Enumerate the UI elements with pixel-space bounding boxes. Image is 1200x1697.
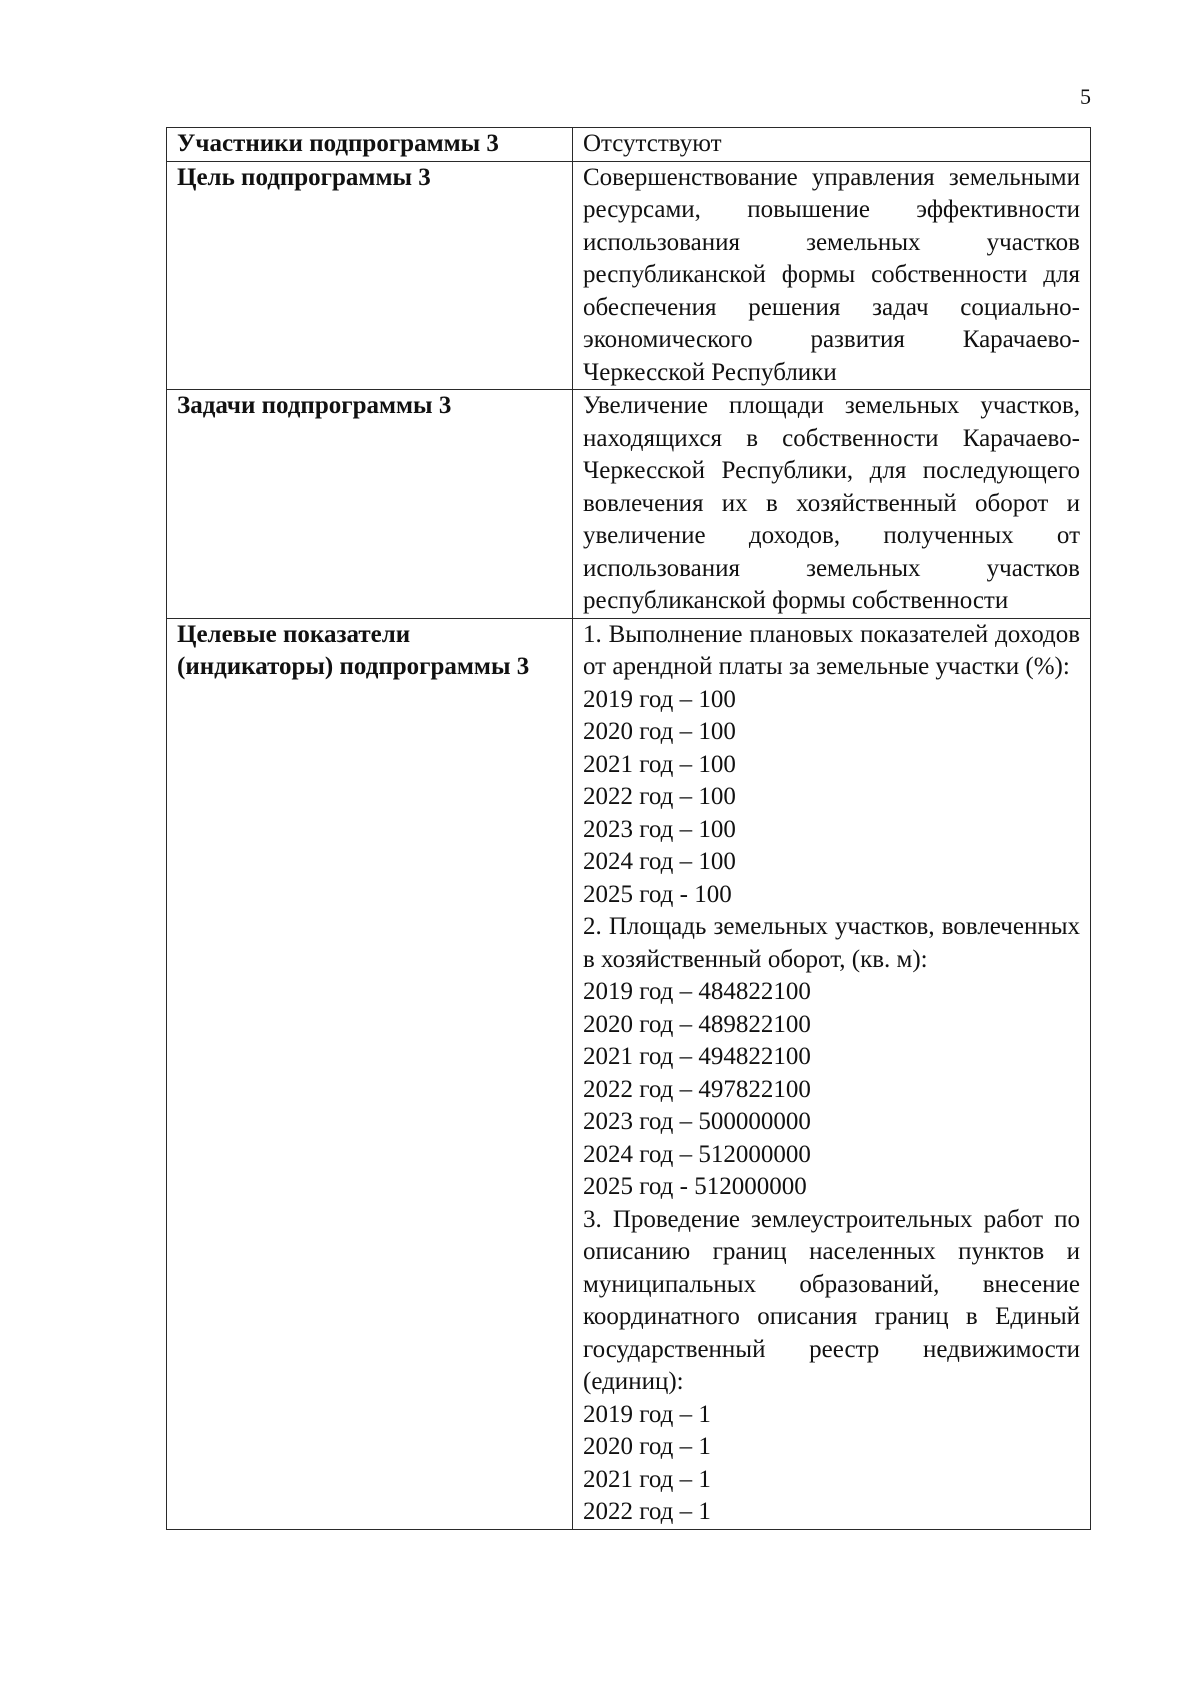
table-row-tasks	[167, 390, 1091, 619]
tasks-label: Задачи подпрограммы 3	[167, 390, 573, 619]
tasks-value: Увеличение площади земельных участков, находящихся в собственности Карачаево-Черкесской Республики, для последующего вовлечения их в хозяйственный оборот и увеличение доходов, полученных от использования земельных участков республиканской формы собственности	[573, 390, 1091, 619]
indicator-2-line: 2020 год – 489822100	[583, 1010, 811, 1038]
participants-label: Участники подпрограммы 3	[167, 128, 573, 162]
indicator-3-line: 2021 год – 1	[583, 1465, 711, 1493]
indicator-block-2	[583, 911, 1080, 1204]
page-number: 5	[1080, 84, 1091, 109]
indicator-1-line: 2020 год – 100	[583, 718, 736, 745]
goal-label: Цель подпрограммы 3	[167, 161, 573, 390]
participants-value: Отсутствуют	[573, 128, 1091, 162]
indicator-2-line: 2022 год – 497822100	[583, 1075, 811, 1103]
indicator-3-line: 2020 год – 1	[583, 1433, 711, 1460]
indicator-2-line: 2019 год – 484822100	[583, 978, 811, 1005]
indicators-label: Целевые показатели (индикаторы) подпрограммы 3	[167, 618, 573, 1529]
table-row-indicators	[167, 618, 1091, 1529]
indicator-1-line: 2025 год - 100	[583, 880, 732, 908]
indicator-block-3	[583, 1204, 1080, 1529]
table-row-goal	[167, 161, 1091, 390]
indicators-value	[573, 618, 1091, 1529]
indicator-1-line: 2019 год – 100	[583, 685, 736, 713]
indicator-2-line: 2023 год – 500000000	[583, 1108, 811, 1135]
indicator-1-line: 2022 год – 100	[583, 783, 736, 810]
indicator-2-line: 2024 год – 512000000	[583, 1140, 811, 1168]
indicator-title-3: 3. Проведение землеустроительных работ по описанию границ населенных пунктов и муниципальных образований, внесение координатного описания границ в Единый государственный реестр недвижимости (единиц):	[583, 1205, 1080, 1395]
indicator-block-1	[583, 619, 1080, 912]
indicator-1-line: 2021 год – 100	[583, 750, 736, 778]
indicator-1-line: 2023 год – 100	[583, 815, 736, 843]
indicator-2-line: 2021 год – 494822100	[583, 1043, 811, 1070]
indicator-3-line: 2019 год – 1	[583, 1400, 711, 1428]
indicator-title-2: 2. Площадь земельных участков, вовлеченных в хозяйственный оборот, (кв. м):	[583, 913, 1080, 973]
goal-value: Совершенствование управления земельными ресурсами, повышение эффективности использования земельных участков республиканской формы собственности для обеспечения решения задач социально-экономического развития Карачаево-Черкесской Республики	[573, 161, 1091, 390]
table-row-participants	[167, 128, 1091, 162]
indicator-2-line: 2025 год - 512000000	[583, 1173, 807, 1200]
indicator-1-line: 2024 год – 100	[583, 848, 736, 875]
subprogram-passport-table	[166, 127, 1091, 1530]
indicator-3-line: 2022 год – 1	[583, 1498, 711, 1525]
indicator-title-1: 1. Выполнение плановых показателей доходов от арендной платы за земельные участки (%):	[583, 620, 1080, 680]
